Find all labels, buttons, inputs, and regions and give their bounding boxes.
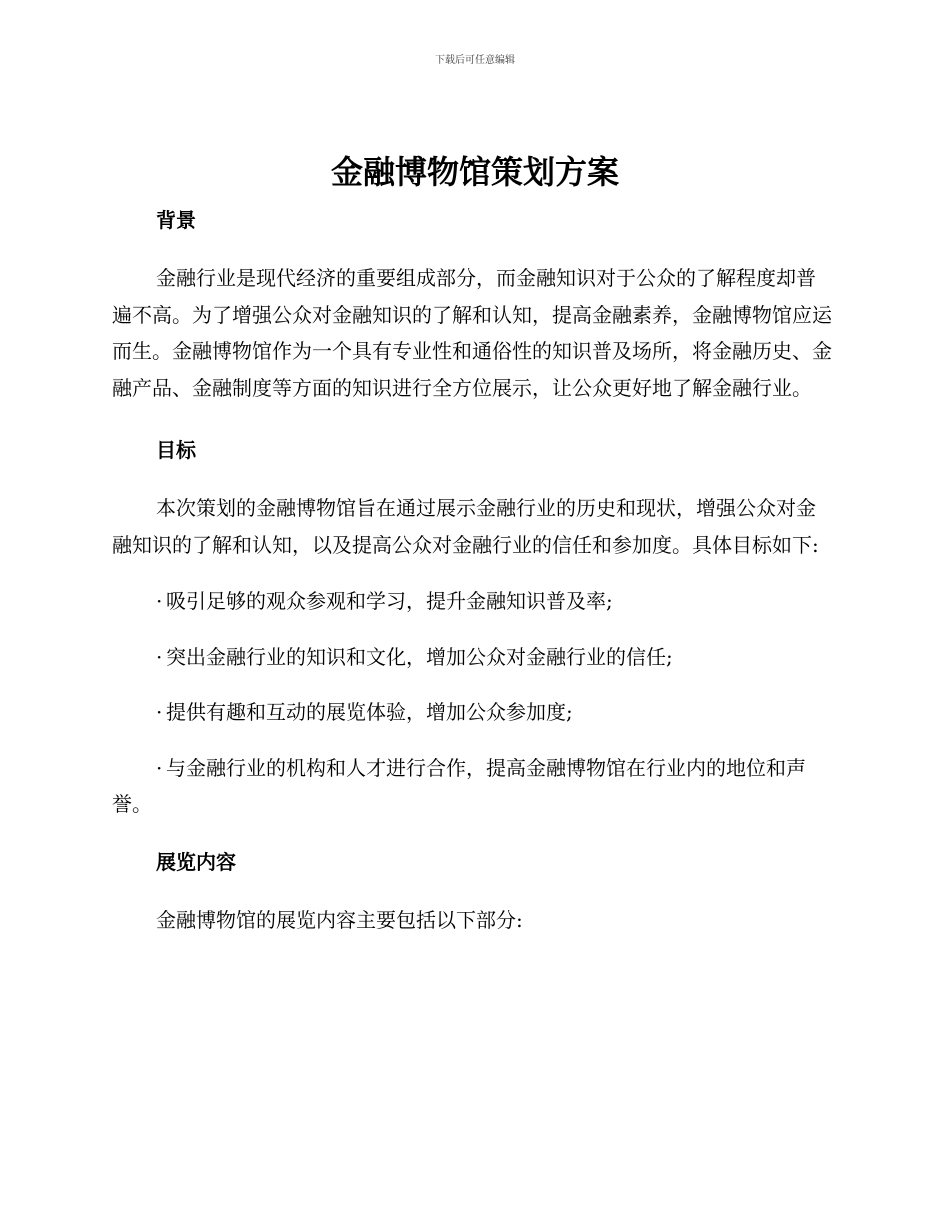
- exhibition-paragraph: 金融博物馆的展览内容主要包括以下部分:: [156, 907, 523, 932]
- bullet-icon: ·: [156, 700, 163, 724]
- list-item-text: 突出金融行业的知识和文化，增加公众对金融行业的信任;: [166, 644, 673, 669]
- list-item-text: 吸引足够的观众参观和学习，提升金融知识普及率;: [166, 589, 613, 613]
- page-header-note: 下载后可任意编辑: [435, 55, 515, 66]
- section-heading-goal: 目标: [156, 438, 196, 462]
- document-body: [112, 200, 832, 938]
- bullet-icon: ·: [156, 589, 163, 613]
- bullet-icon: ·: [156, 644, 163, 669]
- bullet-icon: ·: [156, 755, 163, 780]
- document-title: 金融博物馆策划方案: [330, 153, 619, 191]
- section-heading-background: 背景: [156, 208, 196, 232]
- list-item-text: 提供有趣和互动的展览体验，增加公众参加度;: [166, 700, 573, 724]
- list-item: [112, 694, 832, 731]
- list-item-text: 与金融行业的机构和人才进行合作，提高金融博物馆在行业内的地位和声誉。: [112, 755, 806, 816]
- goal-list: [112, 583, 832, 823]
- list-item: [112, 639, 832, 676]
- background-paragraph: 金融行业是现代经济的重要组成部分，而金融知识对于公众的了解程度却普遍不高。为了增强公众对金融知识的了解和认知，提高金融素养，金融博物馆应运而生。金融博物馆作为一个具有专业性和通俗性的知识普及场所，将金融历史、金融产品、金融制度等方面的知识进行全方位展示，让公众更好地了解金融行业。: [112, 266, 832, 400]
- list-item: [112, 583, 832, 620]
- goal-paragraph: 本次策划的金融博物馆旨在通过展示金融行业的历史和现状，增强公众对金融知识的了解和认知，以及提高公众对金融行业的信任和参加度。具体目标如下:: [112, 496, 819, 557]
- section-heading-exhibition: 展览内容: [156, 849, 236, 874]
- list-item: [112, 750, 832, 823]
